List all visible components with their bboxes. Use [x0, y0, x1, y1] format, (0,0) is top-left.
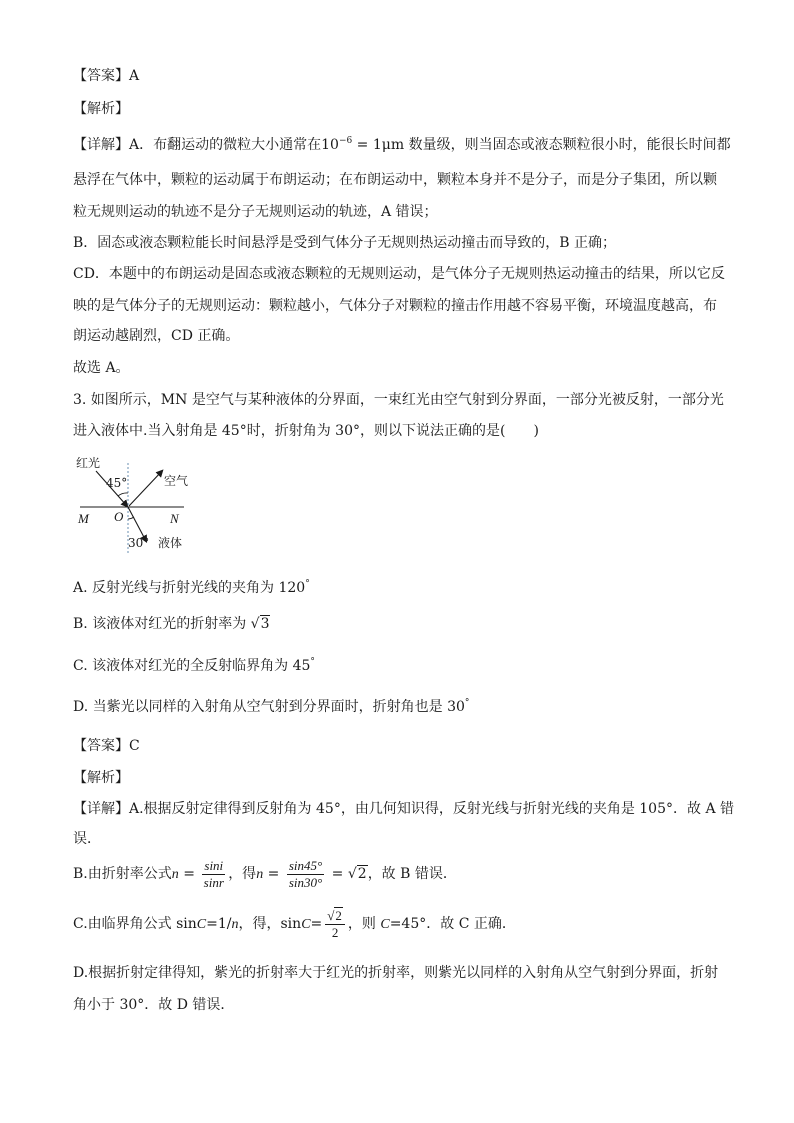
q2-conclusion: 故选 A。 — [73, 360, 130, 376]
q2-answer: 【答案】A — [73, 68, 140, 84]
label-red-light: 红光 — [76, 456, 101, 470]
sqrt-3: √3 — [250, 616, 270, 632]
q3-detail-d-line-1: D.根据折射定律得知，紫光的折射率大于红光的折射率，则紫光以同样的入射角从空气射到分界面，折射 — [73, 965, 719, 981]
option-a — [73, 578, 310, 598]
option-d-degree: ° — [464, 698, 470, 708]
q2-detail-exponent: −6 — [338, 136, 353, 146]
option-b-text: B. 该液体对红光的折射率为 — [73, 616, 251, 632]
q3-detail-c — [73, 906, 516, 943]
q2-detail-1a: 【详解】A．布翻运动的微粒大小通常在10 — [73, 137, 339, 153]
b-prefix: B.由折射率公式 — [73, 866, 172, 882]
b-n-2: n — [256, 867, 264, 882]
c-eq: = — [310, 916, 323, 932]
q2-detail-line-2: 悬浮在气体中，颗粒的运动属于布朗运动；在布朗运动中，颗粒本身并不是分子，而是分子集团，所以颗 — [73, 172, 717, 188]
b-n: n — [171, 867, 179, 882]
q2-analysis-label: 【解析】 — [73, 101, 129, 117]
c-suffix-2: =45°．故 C 正确． — [389, 916, 516, 932]
option-d — [73, 697, 469, 717]
q2-detail-line-4: B．固态或液态颗粒能长时间悬浮是受到气体分子无规则热运动撞击而导致的，B 正确； — [73, 235, 617, 251]
q2-detail-line-6: 映的是气体分子的无规则运动：颗粒越小，气体分子对颗粒的撞击作用越不容易平衡，环境温度越高，布 — [73, 298, 717, 314]
c-suffix-1: ，则 — [347, 916, 381, 932]
label-n: N — [170, 511, 179, 526]
q2-detail-line-1 — [73, 135, 731, 155]
c-prefix: C.由临界角公式 sin — [73, 916, 197, 932]
option-c-degree: ° — [310, 657, 315, 667]
q2-detail-1b: = 1μm 数量级，则当固态或液态颗粒很小时，能很长时间都 — [352, 137, 731, 153]
option-c — [73, 656, 315, 676]
option-d-text: D. 当紫光以同样的入射角从空气射到分界面时，折射角也是 30 — [73, 699, 465, 715]
label-liquid: 液体 — [158, 536, 183, 550]
fraction-sin45-sin30: $\frac{\sin 45^\circ}{\sin 30^\circ}$ — [288, 857, 323, 890]
q3-detail-a-line-1: 【详解】A.根据反射定律得到反射角为 45°，由几何知识得，反射光线与折射光线的夹角是 105°．故 A 错 — [73, 801, 735, 817]
c-n: n — [231, 917, 239, 932]
label-o: O — [114, 509, 124, 524]
b-mid: ，得 — [228, 866, 257, 882]
fraction-sini-sinr: $\frac{\sin i}{\sin r}$ — [203, 857, 224, 890]
q3-answer: 【答案】C — [73, 738, 140, 754]
reflected-ray — [129, 471, 162, 506]
q3-detail-d-line-2: 角小于 30°．故 D 错误． — [73, 997, 235, 1013]
incident-angle-arc — [118, 493, 128, 496]
c-formula: =1/ — [206, 916, 232, 932]
fraction-sqrt2-over-2: $\frac{√2}{2}$ — [325, 908, 345, 941]
q2-detail-line-3: 粒无规则运动的轨迹不是分子无规则运动的轨迹，A 错误； — [73, 204, 438, 220]
label-incident-angle: 45° — [106, 476, 128, 490]
c-var: C — [196, 917, 207, 932]
q3-stem-line-2: 进入液体中.当入射角是 45°时，折射角为 30°，则以下说法正确的是( ) — [73, 423, 539, 439]
option-c-text: C. 该液体对红光的全反射临界角为 45 — [73, 658, 311, 674]
option-a-degree: ° — [305, 579, 310, 589]
c-var-3: C — [380, 917, 390, 932]
label-m: M — [78, 511, 89, 526]
q2-detail-line-5: CD．本题中的布朗运动是固态或液态颗粒的无规则运动，是气体分子无规则热运动撞击的结果，所以它反 — [73, 266, 725, 282]
option-a-text: A. 反射光线与折射光线的夹角为 120 — [73, 580, 306, 596]
sqrt-2: √2 — [347, 866, 367, 882]
label-refracted-angle: 30° — [128, 536, 150, 550]
q3-detail-a-line-2: 误． — [73, 831, 101, 847]
c-mid: ，得，sin — [238, 916, 302, 932]
q2-detail-line-7: 朗运动越剧烈，CD 正确。 — [73, 328, 240, 344]
b-eq-1: = — [263, 866, 284, 882]
q3-detail-b — [73, 857, 457, 892]
b-eq: = — [178, 866, 200, 882]
refracted-angle-arc — [128, 517, 134, 519]
option-b — [73, 614, 270, 634]
c-var-2: C — [301, 917, 311, 932]
b-suffix: ，故 B 错误． — [367, 866, 457, 882]
label-air: 空气 — [164, 474, 189, 488]
b-eq-2: = — [327, 866, 348, 882]
refraction-diagram — [72, 455, 202, 555]
q3-stem-line-1: 3. 如图所示，MN 是空气与某种液体的分界面，一束红光由空气射到分界面，一部分光被反射，一部分光 — [73, 392, 724, 408]
q3-analysis-label: 【解析】 — [73, 770, 129, 786]
